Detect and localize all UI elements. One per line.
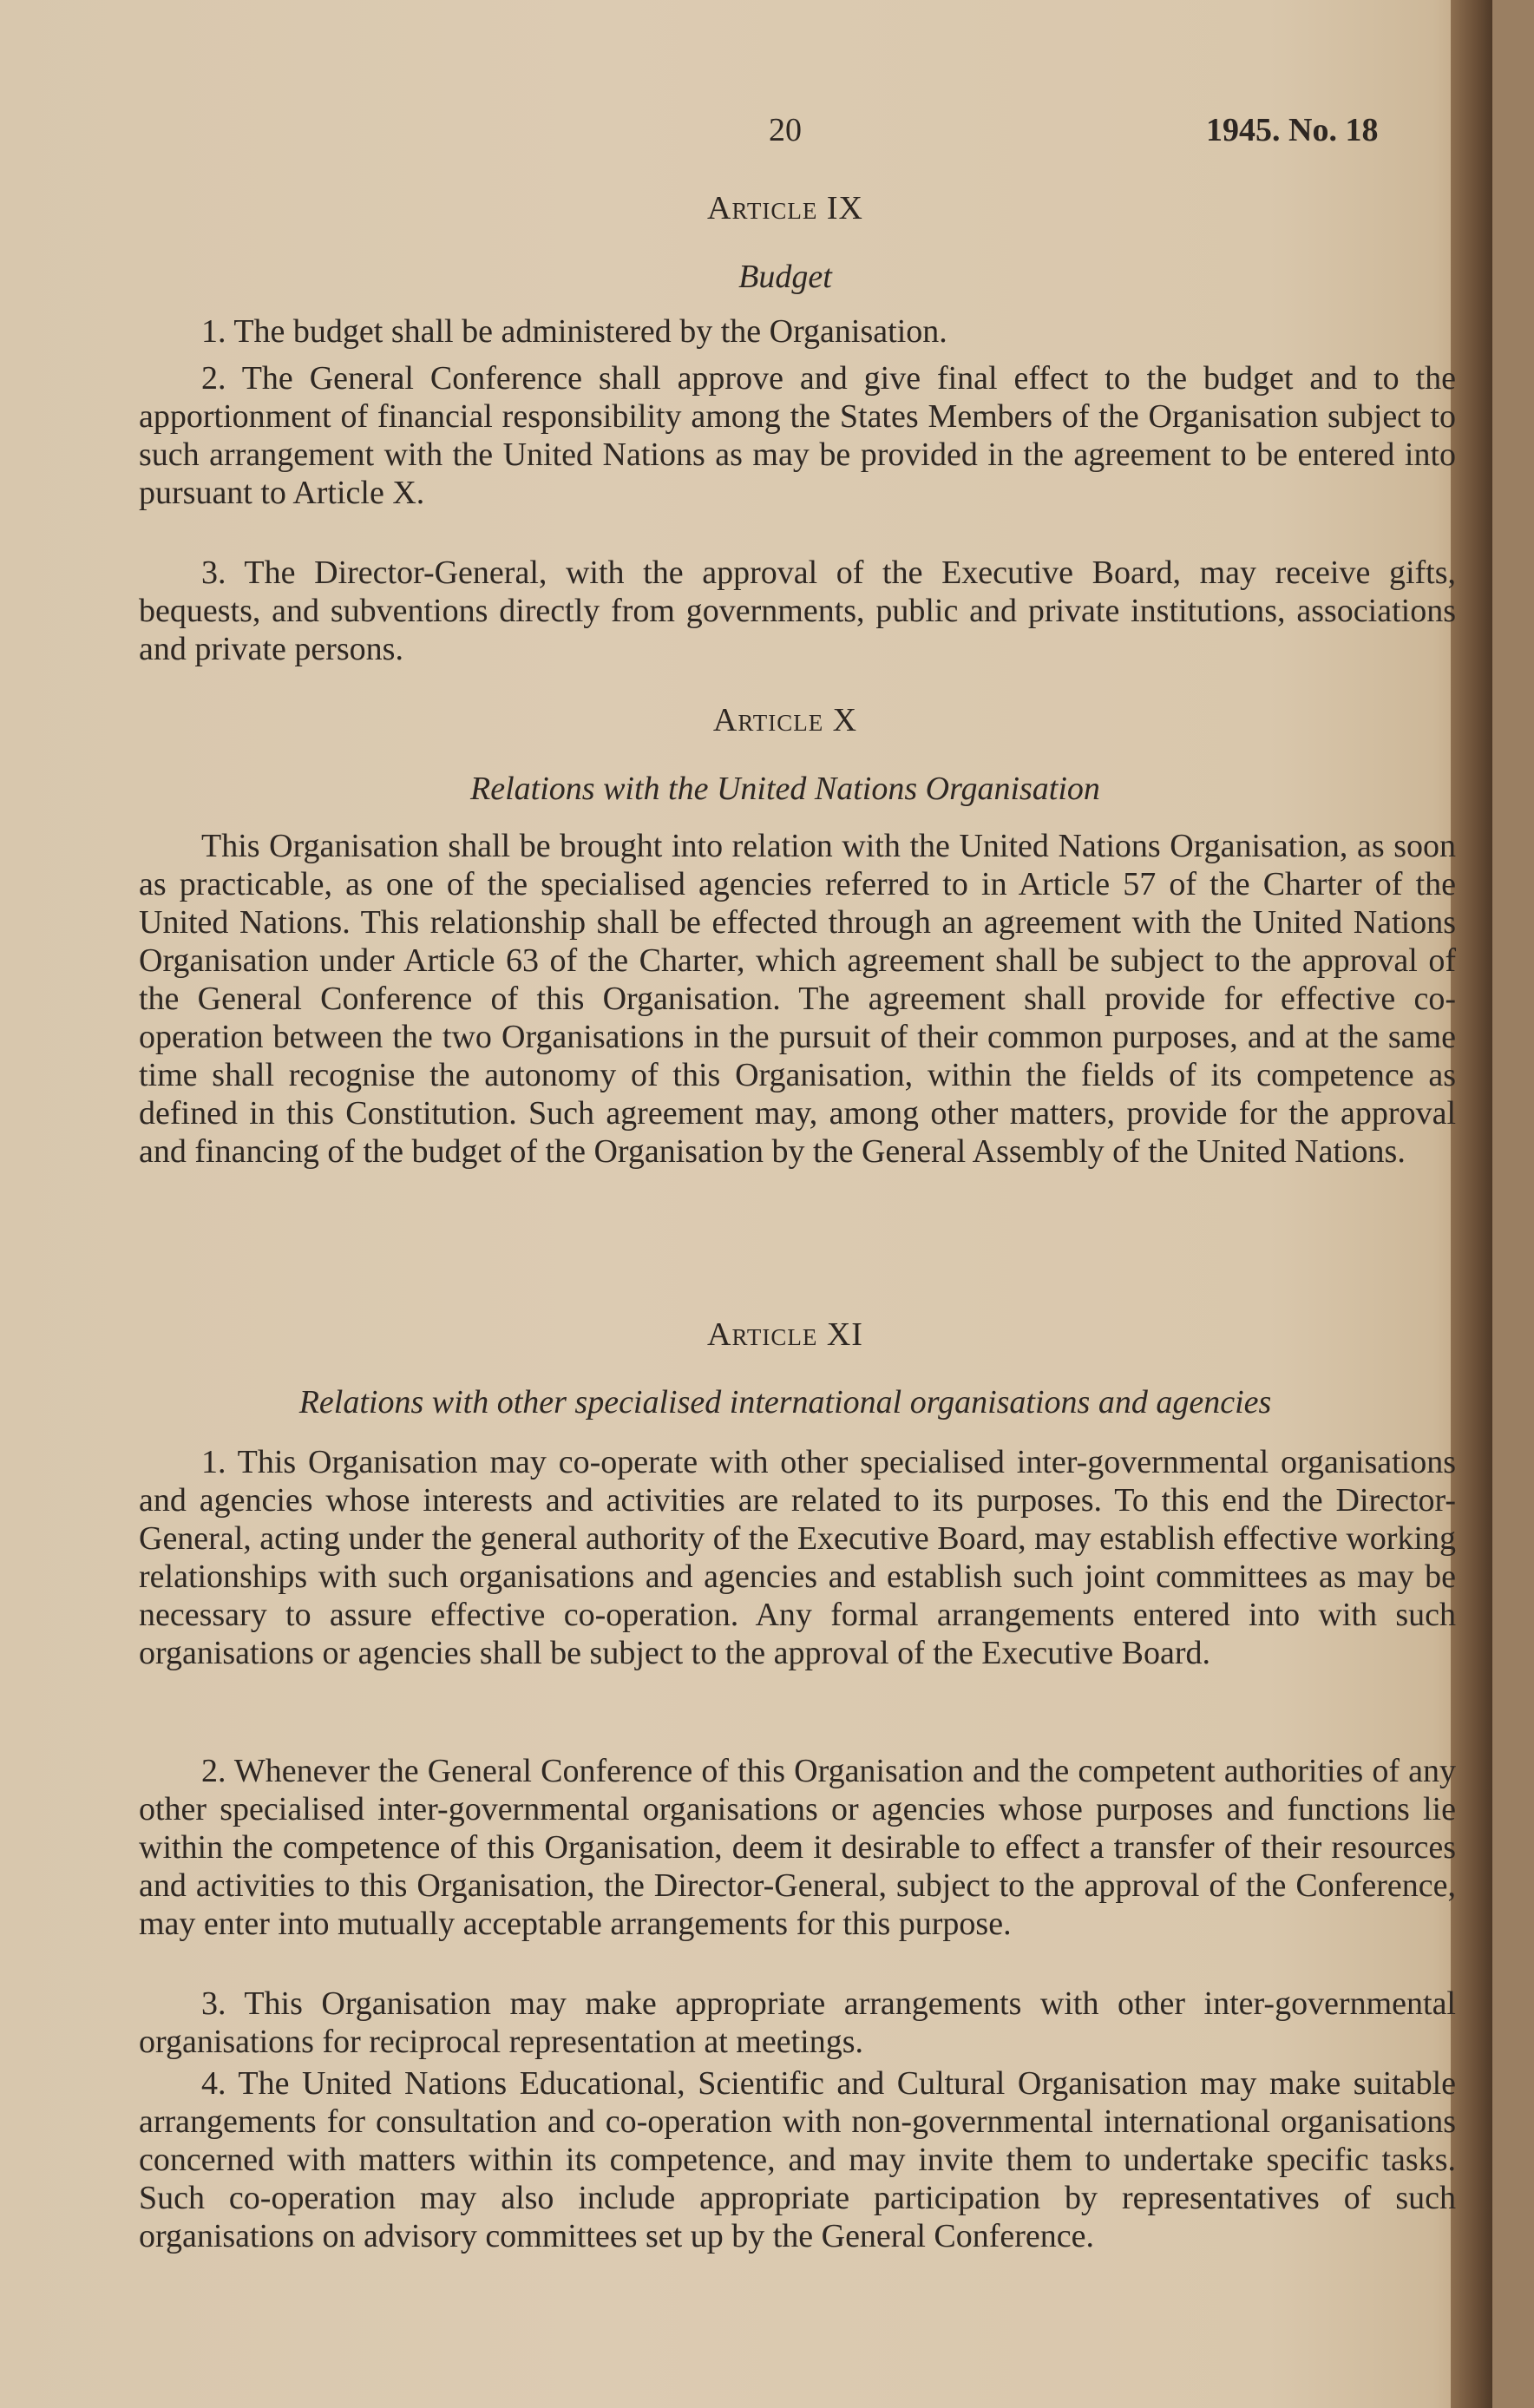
article-11-title: Article XI — [707, 1316, 863, 1353]
page-edge — [1451, 0, 1492, 2408]
article-10-paragraph-1: This Organisation shall be brought into relation with the United Nations Organisation, as soon as practicable, as one of the specialised agencies referred to in Article 57 of the Charter of the United Nations. This relationship shall be effected through an agreement with the United Nations Organisation under Article 63 of the Charter, which agreement shall be subject to the approval of the General Conference of this Organisation. The agreement shall provide for effective co-operation between the two Organisations in the pursuit of their common purposes, and at the same time shall recognise the autonomy of this Organisation, within the fields of its competence as defined in this Constitution. Such agreement may, among other matters, provide for the approval and financing of the budget of the Organisation by the General Assembly of the United Nations. — [139, 828, 1456, 1170]
article-9-subtitle: Budget — [738, 259, 832, 295]
article-9-paragraph-2: 2. The General Conference shall approve and give final effect to the budget and to the apportionment of financial responsibility among the States Members of the Organisation subject to such arrangement with the United Nations as may be provided in the agreement to be entered into pursuant to Article X. — [139, 360, 1456, 511]
page-number: 20 — [769, 112, 802, 148]
article-11-paragraph-1: 1. This Organisation may co-operate with other specialised inter-governmental organisations and agencies whose interests and activities are related to its purposes. To this end the Director-General, acting under the general authority of the Executive Board, may establish effective working relationships with such organisations and agencies and establish such joint committees as may be necessary to assure effective co-operation. Any formal arrangements entered into with such organisations or agencies shall be subject to the approval of the Executive Board. — [139, 1444, 1456, 1671]
article-11-paragraph-4: 4. The United Nations Educational, Scientific and Cultural Organisation may make suitable arrangements for consultation and co-operation with non-governmental international organisations concerned with matters within its competence, and may invite them to undertake specific tasks. Such co-operation may also include appropriate participation by representatives of such organisations on advisory committees set up by the General Conference. — [139, 2065, 1456, 2254]
article-9-paragraph-3: 3. The Director-General, with the approval of the Executive Board, may receive gifts, bequests, and subventions directly from governments, public and private institutions, associations and private persons. — [139, 554, 1456, 667]
article-10-title: Article X — [712, 702, 858, 738]
article-11-paragraph-2: 2. Whenever the General Conference of this Organisation and the competent authorities of any other specialised inter-governmental organisations or agencies whose purposes and functions lie within the competence of this Organisation, deem it desirable to effect a transfer of their resources and activities to this Organisation, the Director-General, subject to the approval of the Conference, may enter into mutually acceptable arrangements for this purpose. — [139, 1753, 1456, 1942]
article-10-subtitle: Relations with the United Nations Organisation — [470, 771, 1100, 807]
article-9-paragraph-1: 1. The budget shall be administered by the Organisation. — [201, 313, 947, 350]
gazette-year-number: 1945. No. 18 — [1206, 112, 1379, 148]
article-9-title: Article IX — [707, 190, 863, 226]
article-11-subtitle: Relations with other specialised international organisations and agencies — [298, 1384, 1272, 1421]
article-11-paragraph-3: 3. This Organisation may make appropriate arrangements with other inter-governmental organisations for reciprocal representation at meetings. — [139, 1985, 1456, 2060]
